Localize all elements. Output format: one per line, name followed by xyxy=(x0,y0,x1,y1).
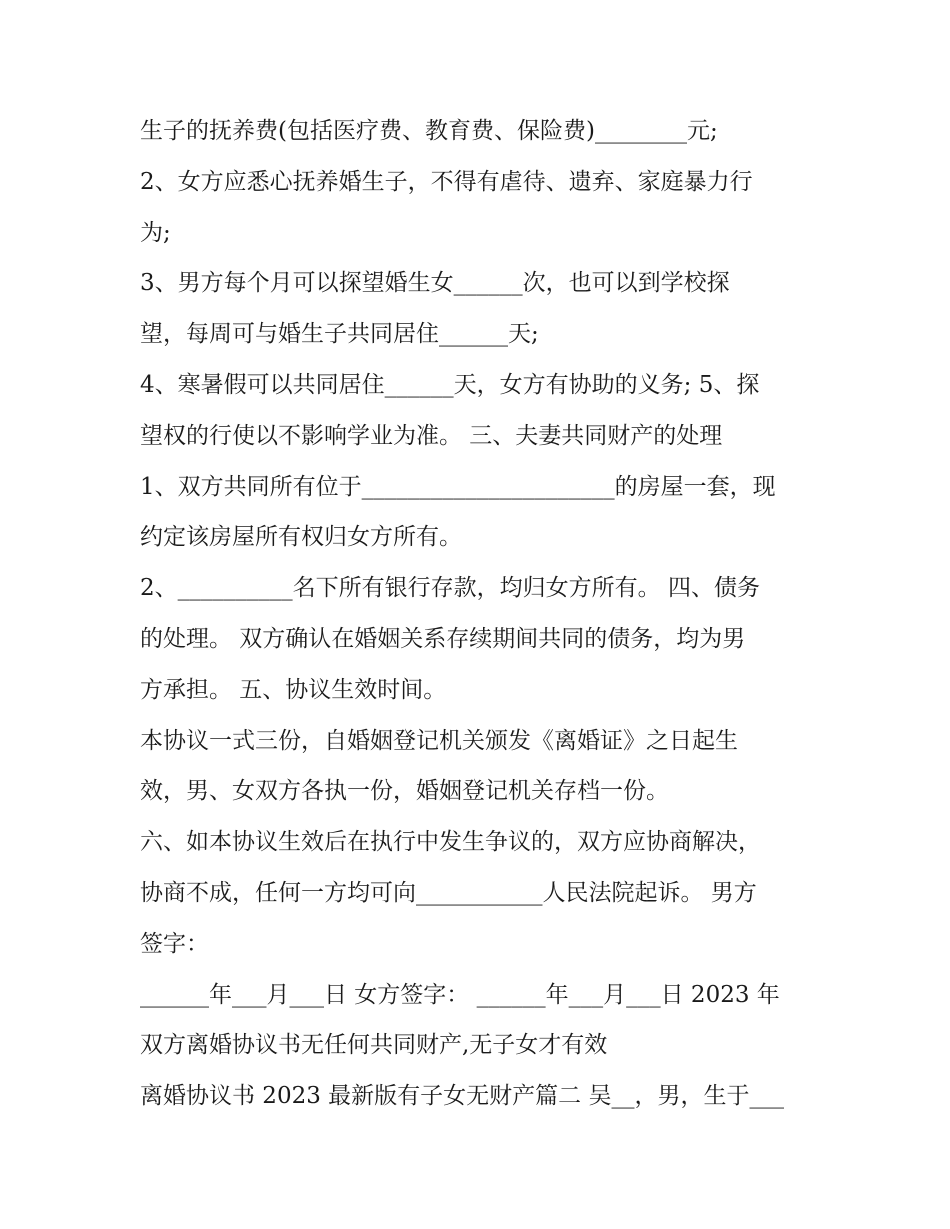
text-line: 本协议一式三份，自婚姻登记机关颁发《离婚证》之日起生 xyxy=(140,727,738,754)
text-line: 1、双方共同所有位于______________________的房屋一套，现 xyxy=(140,473,776,500)
text-line: 望，每周可与婚生子共同居住______天; xyxy=(140,321,539,348)
text-line: 离婚协议书 2023 最新版有子女无财产篇二 吴__，男，生于___ xyxy=(140,1083,784,1110)
text-line: ______年___月___日 女方签字： ______年___月___日 2023 年 xyxy=(140,981,780,1008)
document-body xyxy=(140,106,820,1122)
text-line: 生子的抚养费(包括医疗费、教育费、保险费)________元; xyxy=(140,118,718,144)
text-line: 签字： xyxy=(140,930,209,957)
text-line: 望权的行使以不影响学业为准。 三、夫妻共同财产的处理 xyxy=(140,422,723,449)
text-line: 2、女方应悉心抚养婚生子，不得有虐待、遗弃、家庭暴力行 xyxy=(140,168,753,195)
text-line: 双方离婚协议书无任何共同财产,无子女才有效 xyxy=(140,1032,608,1059)
text-line: 3、男方每个月可以探望婚生女______次，也可以到学校探 xyxy=(140,270,730,297)
text-line: 约定该房屋所有权归女方所有。 xyxy=(140,524,462,551)
text-line: 的处理。 双方确认在婚姻关系存续期间共同的债务，均为男 xyxy=(140,625,746,652)
text-line: 方承担。 五、协议生效时间。 xyxy=(140,676,447,703)
text-line: 六、如本协议生效后在执行中发生争议的，双方应协商解决， xyxy=(140,829,761,856)
text-line: 效，男、女双方各执一份，婚姻登记机关存档一份。 xyxy=(140,778,669,805)
text-line: 为; xyxy=(140,219,171,246)
text-line: 4、寒暑假可以共同居住______天，女方有协助的义务; 5、探 xyxy=(140,371,760,398)
text-line: 协商不成，任何一方均可向___________人民法院起诉。 男方 xyxy=(140,879,757,906)
text-line: 2、__________名下所有银行存款，均归女方所有。 四、债务 xyxy=(140,575,760,602)
